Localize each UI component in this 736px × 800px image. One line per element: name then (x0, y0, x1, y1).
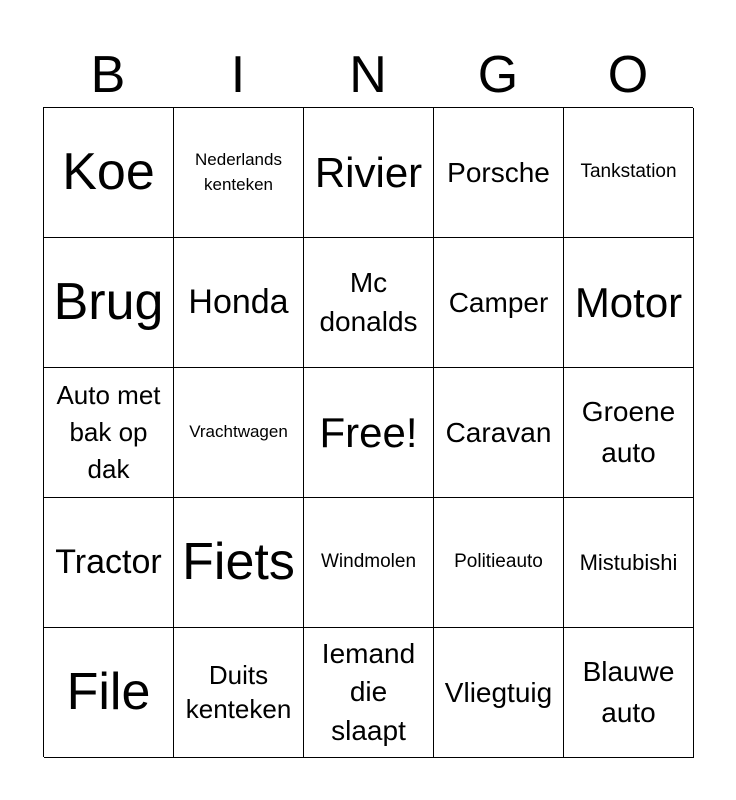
bingo-cell-r4-c5[interactable] (564, 498, 694, 628)
cell-label: Fiets (182, 532, 295, 591)
bingo-cell-r5-c2[interactable] (174, 628, 304, 758)
bingo-cell-r5-c3[interactable] (304, 628, 434, 758)
cell-label: Windmolen (320, 551, 417, 573)
cell-label: Caravan (445, 416, 552, 448)
bingo-cell-r2-c3[interactable] (304, 238, 434, 368)
bingo-cell-r5-c1[interactable] (44, 628, 174, 758)
bingo-cell-r2-c2[interactable] (174, 238, 304, 368)
bingo-cell-r3-c1[interactable] (44, 368, 174, 498)
cell-label: Brug (53, 272, 164, 331)
header-letter-o: O (607, 46, 649, 104)
cell-label: Porsche (447, 156, 550, 188)
cell-label: Honda (188, 283, 289, 322)
cell-label: Vliegtuig (444, 676, 553, 708)
bingo-cell-r3-c3-free[interactable] (304, 368, 434, 498)
bingo-cell-r1-c5[interactable] (564, 108, 694, 238)
header-letter-n: N (349, 46, 387, 104)
header-letter-g: G (477, 46, 519, 104)
cell-label: Nederlands kenteken (195, 149, 282, 194)
bingo-cell-r1-c3[interactable] (304, 108, 434, 238)
cell-label: Free! (319, 408, 418, 456)
bingo-cell-r1-c4[interactable] (434, 108, 564, 238)
bingo-cell-r5-c5[interactable] (564, 628, 694, 758)
cell-label: Camper (448, 286, 549, 318)
bingo-cell-r1-c2[interactable] (174, 108, 304, 238)
bingo-cell-r4-c1[interactable] (44, 498, 174, 628)
cell-label: Auto met bak op dak (56, 380, 161, 484)
cell-label: Groene auto (581, 395, 676, 468)
cell-label: Mistubishi (579, 549, 678, 575)
cell-label: Tractor (55, 543, 162, 582)
cell-label: Blauwe auto (582, 655, 675, 728)
bingo-cell-r1-c1[interactable] (44, 108, 174, 238)
header-letter-b: B (90, 46, 126, 104)
cell-label: Politieauto (454, 551, 543, 573)
bingo-cell-r2-c4[interactable] (434, 238, 564, 368)
cell-label: Iemand die slaapt (321, 638, 416, 746)
bingo-cell-r5-c4[interactable] (434, 628, 564, 758)
bingo-cell-r3-c2[interactable] (174, 368, 304, 498)
header-letter-i: I (230, 46, 246, 104)
cell-label: File (66, 662, 151, 721)
bingo-cell-r3-c5[interactable] (564, 368, 694, 498)
bingo-cell-r2-c5[interactable] (564, 238, 694, 368)
bingo-cell-r3-c4[interactable] (434, 368, 564, 498)
bingo-cell-r4-c3[interactable] (304, 498, 434, 628)
cell-label: Duits kenteken (185, 659, 292, 724)
bingo-board (43, 107, 693, 757)
cell-label: Motor (574, 278, 683, 326)
bingo-header (43, 42, 693, 108)
cell-label: Koe (62, 142, 155, 201)
cell-label: Vrachtwagen (189, 422, 288, 442)
cell-label: Tankstation (580, 161, 677, 183)
bingo-cell-r4-c4[interactable] (434, 498, 564, 628)
bingo-cell-r2-c1[interactable] (44, 238, 174, 368)
cell-label: Mc donalds (319, 267, 418, 337)
cell-label: Rivier (314, 148, 423, 196)
bingo-cell-r4-c2[interactable] (174, 498, 304, 628)
